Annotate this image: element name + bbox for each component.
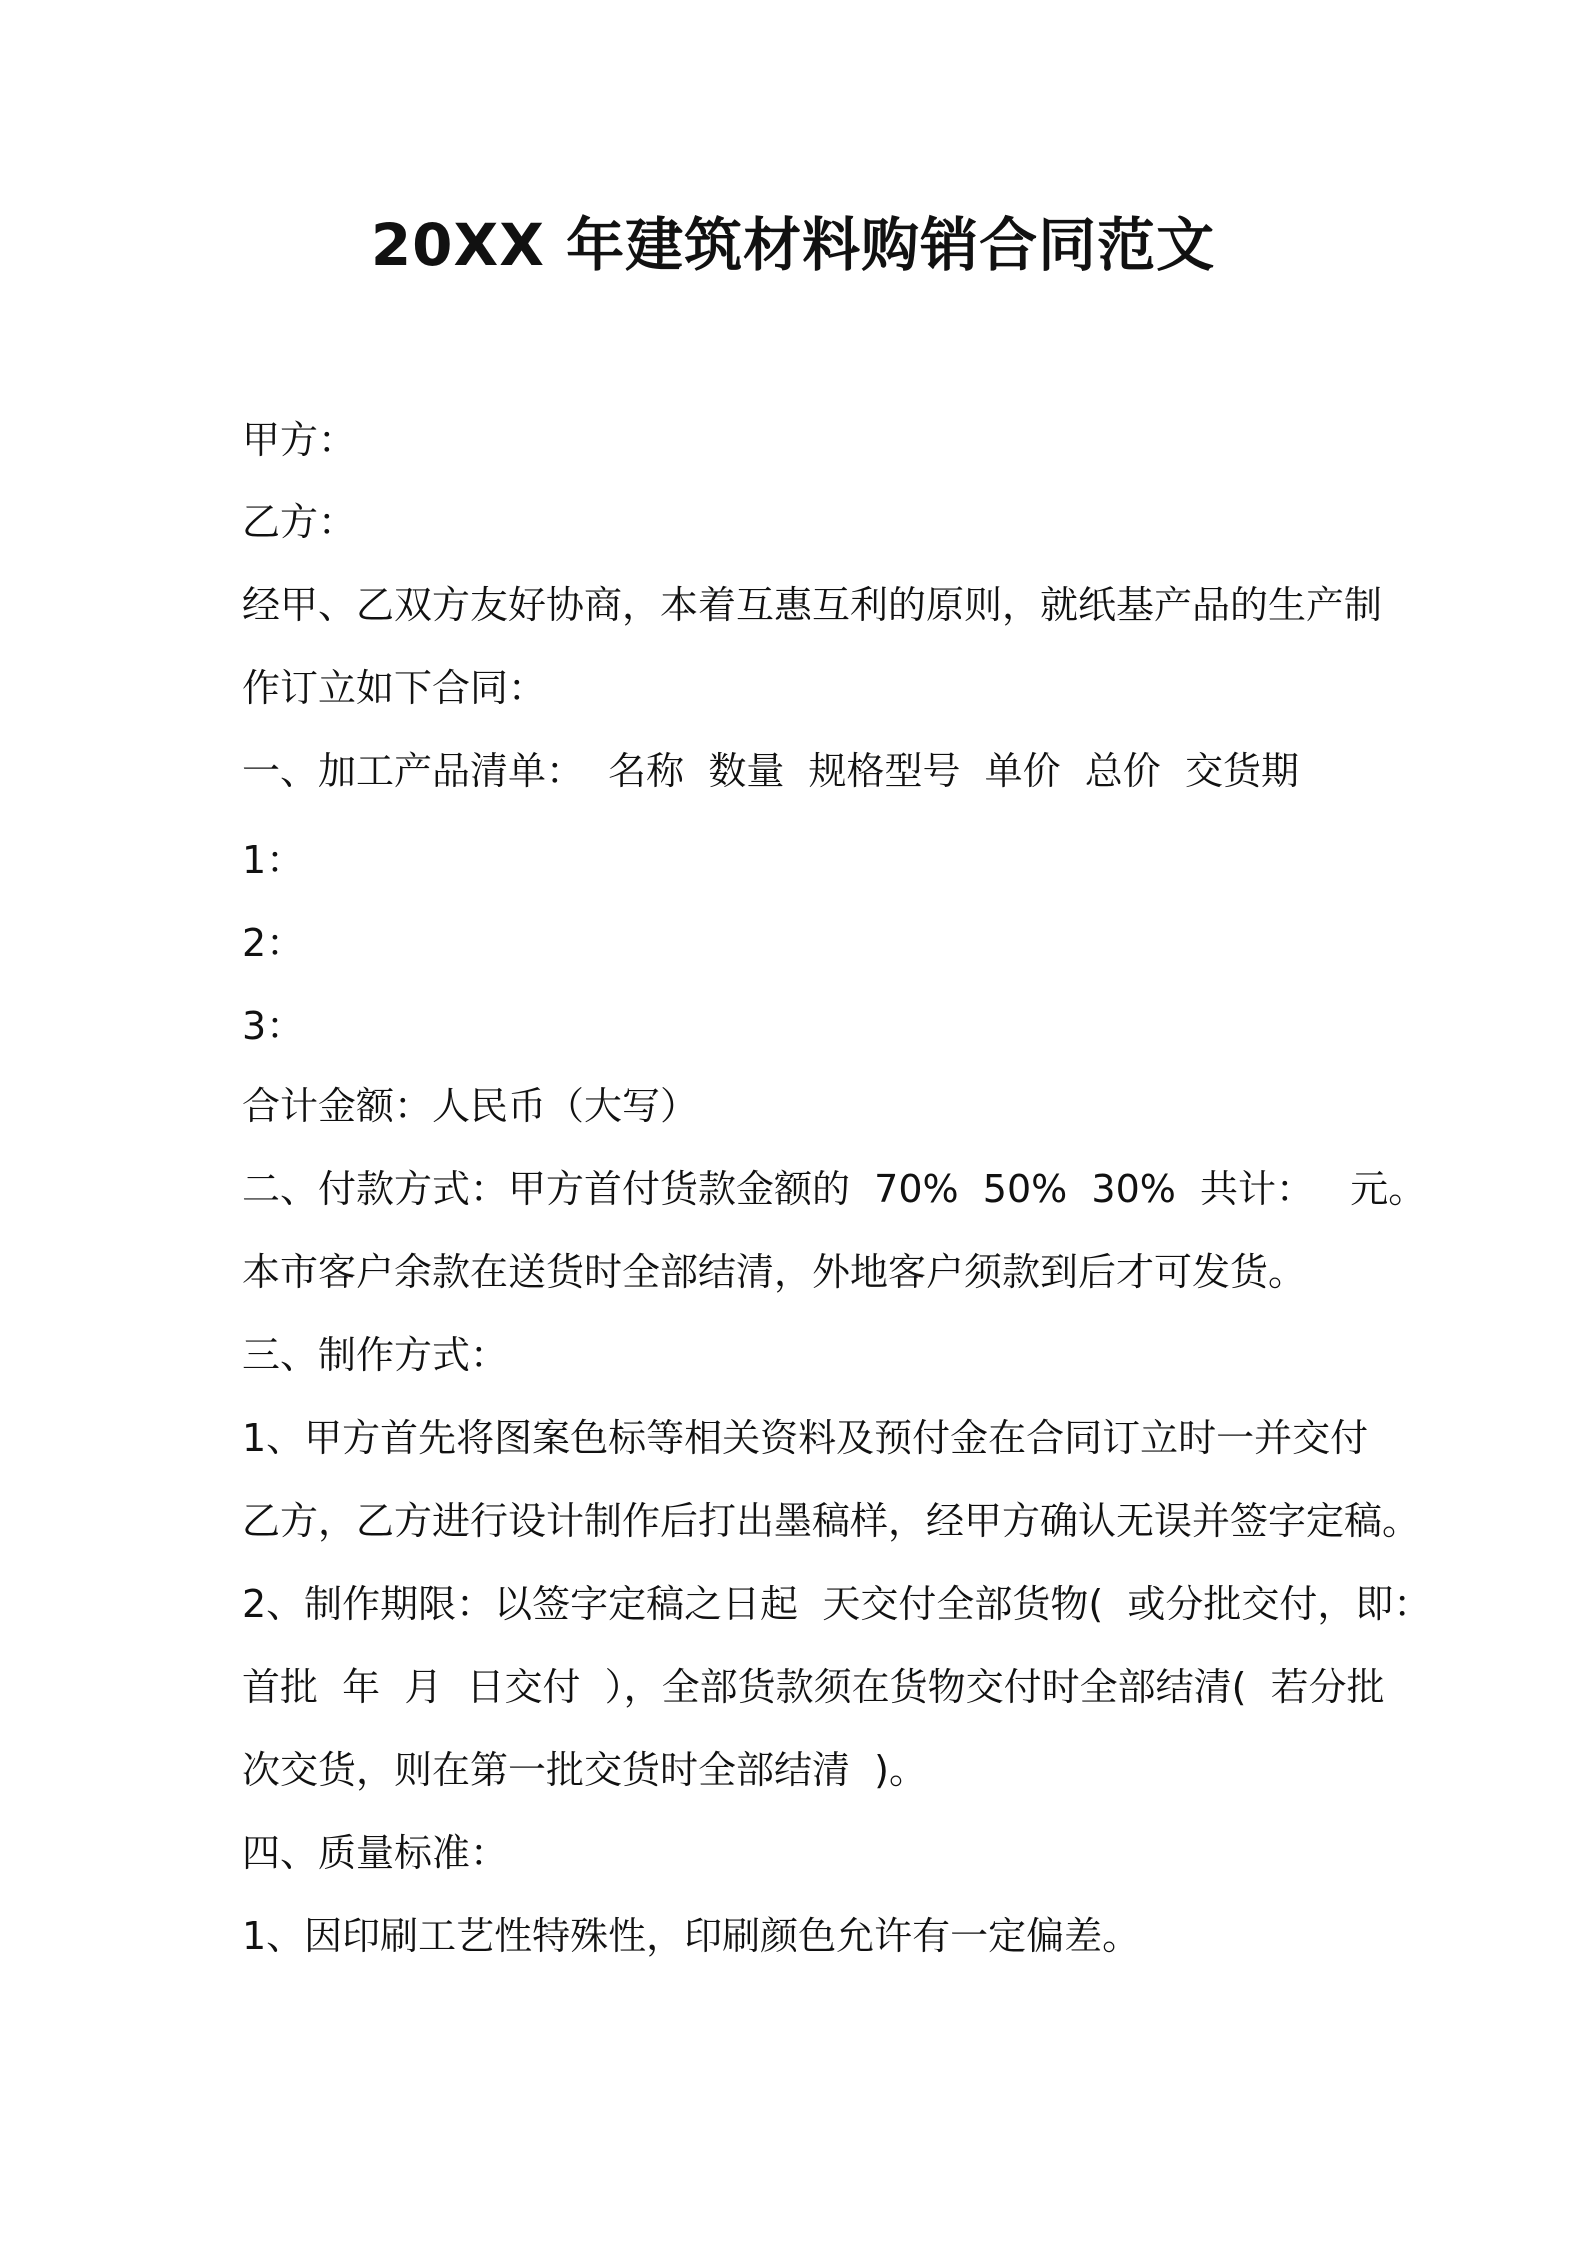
- production-item-1-line-2: 乙方，乙方进行设计制作后打出墨稿样，经甲方确认无误并签字定稿。: [242, 1499, 1421, 1543]
- production-item-1-line-1: 1、甲方首先将图案色标等相关资料及预付金在合同订立时一并交付: [242, 1416, 1369, 1460]
- production-item-2-line-3: 次交货，则在第一批交货时全部结清 )。: [242, 1748, 927, 1792]
- product-item-3: 3：: [242, 1004, 305, 1048]
- document-title: 20XX 年建筑材料购销合同范文: [370, 211, 1216, 279]
- total-amount-line: 合计金额：人民币（大写）: [242, 1084, 699, 1128]
- party-b-line: 乙方：: [242, 500, 357, 544]
- section-2-heading: 二、付款方式：甲方首付货款金额的 70% 50% 30% 共计： 元。: [242, 1167, 1427, 1211]
- product-item-2: 2：: [242, 921, 305, 965]
- preamble-line-2: 作订立如下合同：: [242, 666, 547, 710]
- production-item-2-line-1: 2、制作期限：以签字定稿之日起 天交付全部货物( 或分批交付，即：: [242, 1582, 1432, 1626]
- section-4-heading: 四、质量标准：: [242, 1831, 509, 1875]
- section-1-heading: 一、加工产品清单： 名称 数量 规格型号 单价 总价 交货期: [242, 749, 1299, 793]
- preamble-line-1: 经甲、乙双方友好协商，本着互惠互利的原则，就纸基产品的生产制: [242, 583, 1383, 627]
- payment-terms-line: 本市客户余款在送货时全部结清，外地客户须款到后才可发货。: [242, 1250, 1307, 1294]
- section-3-heading: 三、制作方式：: [242, 1333, 509, 1377]
- production-item-2-line-2: 首批 年 月 日交付 ），全部货款须在货物交付时全部结清( 若分批: [242, 1665, 1385, 1709]
- party-a-line: 甲方：: [242, 418, 357, 462]
- quality-item-1: 1、因印刷工艺性特殊性，印刷颜色允许有一定偏差。: [242, 1914, 1141, 1958]
- product-item-1: 1：: [242, 838, 305, 882]
